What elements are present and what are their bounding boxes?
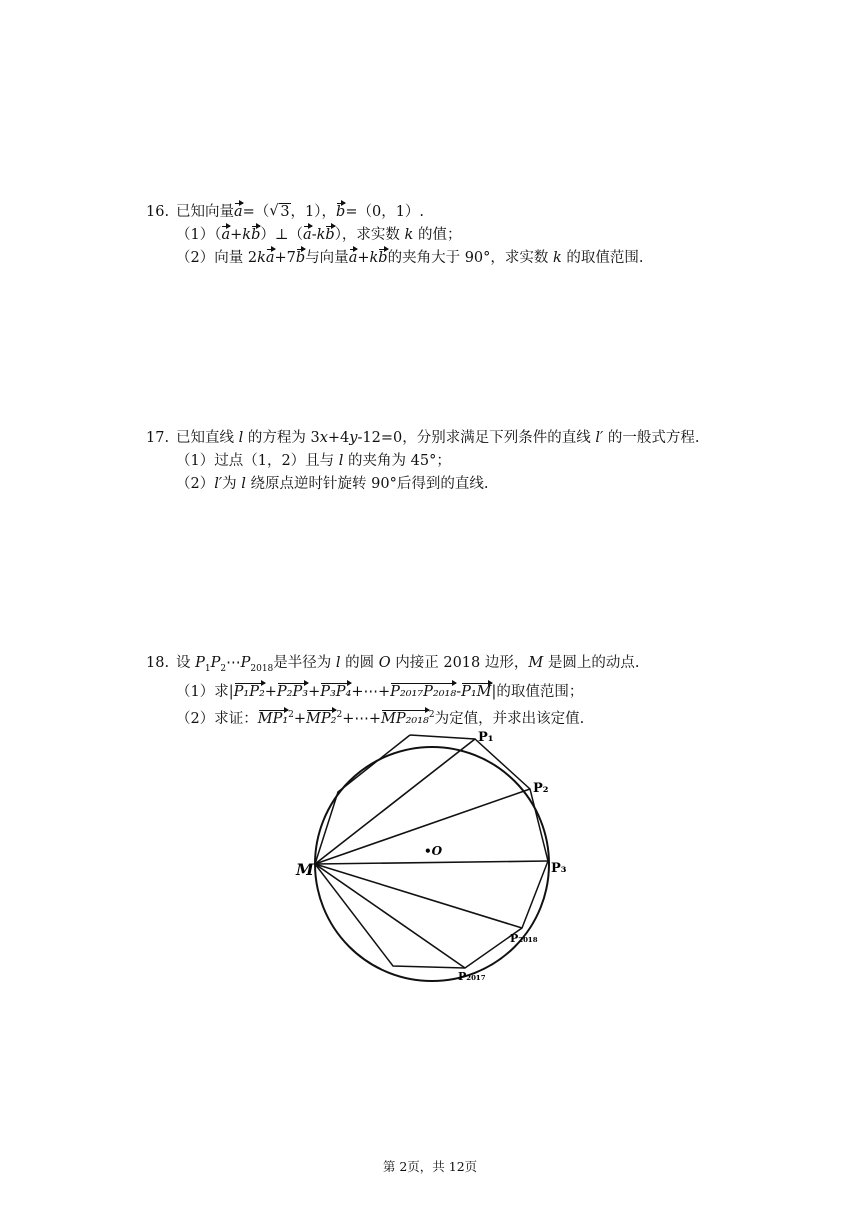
question-17-stem bbox=[146, 427, 699, 450]
vector-mp1: MP₁ bbox=[258, 708, 288, 731]
chord-mp2 bbox=[315, 789, 530, 864]
chord-mp2017 bbox=[315, 864, 465, 968]
part-text: 绕原点逆时针旋转 90°后得到的直线. bbox=[250, 476, 489, 492]
part-text: 为 bbox=[222, 476, 237, 492]
var-k: k bbox=[553, 250, 562, 266]
var-p: P bbox=[210, 655, 221, 671]
vector-b: b bbox=[378, 247, 387, 270]
question-16-part-1 bbox=[146, 224, 644, 247]
part-text: （2） bbox=[176, 476, 215, 492]
stem-text: 的一般式方程. bbox=[607, 430, 700, 446]
vector-p3p4: P₃P₄ bbox=[320, 681, 351, 704]
question-18-stem bbox=[146, 652, 639, 681]
vector-p2017p2018: P₂₀₁₇P₂₀₁₈ bbox=[390, 681, 456, 704]
part-text: （2）求证： bbox=[176, 710, 258, 727]
polygon-circle-figure bbox=[290, 722, 580, 992]
part-text: + bbox=[264, 683, 277, 700]
part-text: + bbox=[293, 710, 307, 727]
vector-a: a bbox=[221, 224, 230, 247]
label-p1: P₁ bbox=[478, 730, 494, 745]
var-l-prime: l′ bbox=[595, 430, 604, 446]
var-l: l bbox=[338, 453, 344, 469]
chord-mp3 bbox=[315, 861, 548, 864]
stem-text: 是半径为 bbox=[273, 655, 332, 671]
var-o: O bbox=[378, 655, 391, 671]
stem-text: 的圆 bbox=[345, 655, 375, 671]
var-y: y bbox=[349, 430, 358, 446]
question-number: 18. bbox=[146, 655, 170, 671]
question-number: 17. bbox=[146, 430, 170, 446]
var-x: x bbox=[319, 430, 328, 446]
part-text: |的取值范围； bbox=[491, 683, 584, 700]
part-text: （1）（ bbox=[176, 227, 222, 243]
superscript: 2 bbox=[428, 709, 435, 720]
question-16 bbox=[146, 201, 644, 270]
stem-text: 已知直线 bbox=[176, 430, 234, 446]
part-text: - bbox=[456, 683, 462, 700]
label-p2017: P₂₀₁₇ bbox=[458, 970, 486, 983]
vector-a: a bbox=[349, 247, 358, 270]
label-o: •O bbox=[424, 844, 443, 858]
question-16-part-2 bbox=[146, 247, 644, 270]
stem-text: =（0，1）. bbox=[345, 204, 425, 220]
var-k: k bbox=[316, 227, 326, 243]
stem-text: 的方程为 3 bbox=[247, 430, 320, 446]
var-p: P bbox=[240, 655, 251, 671]
part-text: +⋯+ bbox=[351, 683, 391, 700]
subscript: 2018 bbox=[250, 663, 274, 674]
chord-mp2018 bbox=[315, 864, 522, 928]
part-text: （1）过点（1，2）且与 bbox=[176, 453, 335, 469]
chord-mp1 bbox=[315, 739, 475, 864]
var-l: l bbox=[335, 655, 341, 671]
var-m: M bbox=[528, 655, 544, 671]
vector-a: a bbox=[266, 247, 275, 270]
vector-a: a bbox=[303, 224, 312, 247]
part-text: 为定值，并求出该定值. bbox=[434, 710, 585, 727]
part-text: + bbox=[230, 227, 243, 243]
subscript: 1 bbox=[204, 663, 211, 674]
vector-mp2018: MP₂₀₁₈ bbox=[381, 708, 429, 731]
vector-b: b bbox=[251, 224, 260, 247]
part-text: ），求实数 bbox=[334, 227, 400, 243]
var-l: l bbox=[238, 430, 244, 446]
var-p: P bbox=[195, 655, 205, 671]
page-footer: 第 2页，共 12页 bbox=[382, 1159, 478, 1174]
stem-text: +4 bbox=[327, 430, 350, 446]
part-text: +⋯+ bbox=[342, 710, 382, 727]
label-m: M bbox=[296, 860, 314, 879]
question-17-part-2 bbox=[146, 473, 699, 496]
part-text: - bbox=[311, 227, 317, 243]
question-17-part-1 bbox=[146, 450, 699, 473]
var-l-prime: l′ bbox=[214, 476, 223, 492]
part-text: +7 bbox=[274, 250, 296, 266]
question-16-stem bbox=[146, 201, 644, 224]
part-text: + bbox=[357, 250, 370, 266]
question-18 bbox=[146, 652, 639, 731]
question-18-part-1 bbox=[146, 681, 639, 704]
vector-b: b bbox=[336, 201, 345, 224]
subscript: 2 bbox=[220, 663, 227, 674]
vector-p2p3: P₂P₃ bbox=[277, 681, 308, 704]
stem-text: =（ bbox=[242, 204, 270, 220]
var-k: k bbox=[242, 227, 252, 243]
var-k: k bbox=[257, 250, 266, 266]
var-k: k bbox=[369, 250, 379, 266]
var-l: l bbox=[241, 476, 246, 492]
part-text: 的夹角为 45°； bbox=[348, 453, 451, 469]
vector-b: b bbox=[325, 224, 334, 247]
part-text: 的取值范围. bbox=[566, 250, 644, 266]
part-text: （1）求| bbox=[176, 683, 234, 700]
stem-text: 设 bbox=[176, 655, 191, 671]
question-17 bbox=[146, 427, 699, 496]
label-p2: P₂ bbox=[533, 781, 549, 796]
part-text: ）⊥（ bbox=[260, 227, 304, 243]
superscript: 2 bbox=[288, 709, 294, 720]
sqrt-expression: √ 3 bbox=[269, 203, 290, 220]
vector-p1p2: P₁P₂ bbox=[234, 681, 265, 704]
label-p3: P₃ bbox=[551, 861, 567, 876]
sqrt-radicand: 3 bbox=[280, 204, 290, 220]
stem-text: ，1）， bbox=[290, 204, 337, 220]
question-number: 16. bbox=[146, 204, 170, 220]
stem-text: ⋯ bbox=[226, 655, 241, 671]
vector-a: a bbox=[234, 201, 243, 224]
label-p2018: P₂₀₁₈ bbox=[510, 932, 538, 945]
stem-text: -12=0，分别求满足下列条件的直线 bbox=[357, 430, 591, 446]
part-text: 的夹角大于 90°，求实数 bbox=[387, 250, 549, 266]
vector-mp2: MP₂ bbox=[306, 708, 336, 731]
part-text: 与向量 bbox=[305, 250, 349, 266]
part-text: （2）向量 2 bbox=[176, 250, 258, 266]
part-text: 的值； bbox=[417, 227, 462, 243]
vector-b: b bbox=[296, 247, 305, 270]
part-text: + bbox=[308, 683, 321, 700]
var-k: k bbox=[404, 227, 414, 243]
stem-text: 是圆上的动点. bbox=[547, 655, 640, 671]
stem-text: 内接正 2018 边形， bbox=[395, 655, 529, 671]
vector-p1m: P₁M bbox=[461, 681, 491, 704]
stem-text: 已知向量 bbox=[176, 204, 234, 220]
superscript: 2 bbox=[336, 709, 343, 720]
